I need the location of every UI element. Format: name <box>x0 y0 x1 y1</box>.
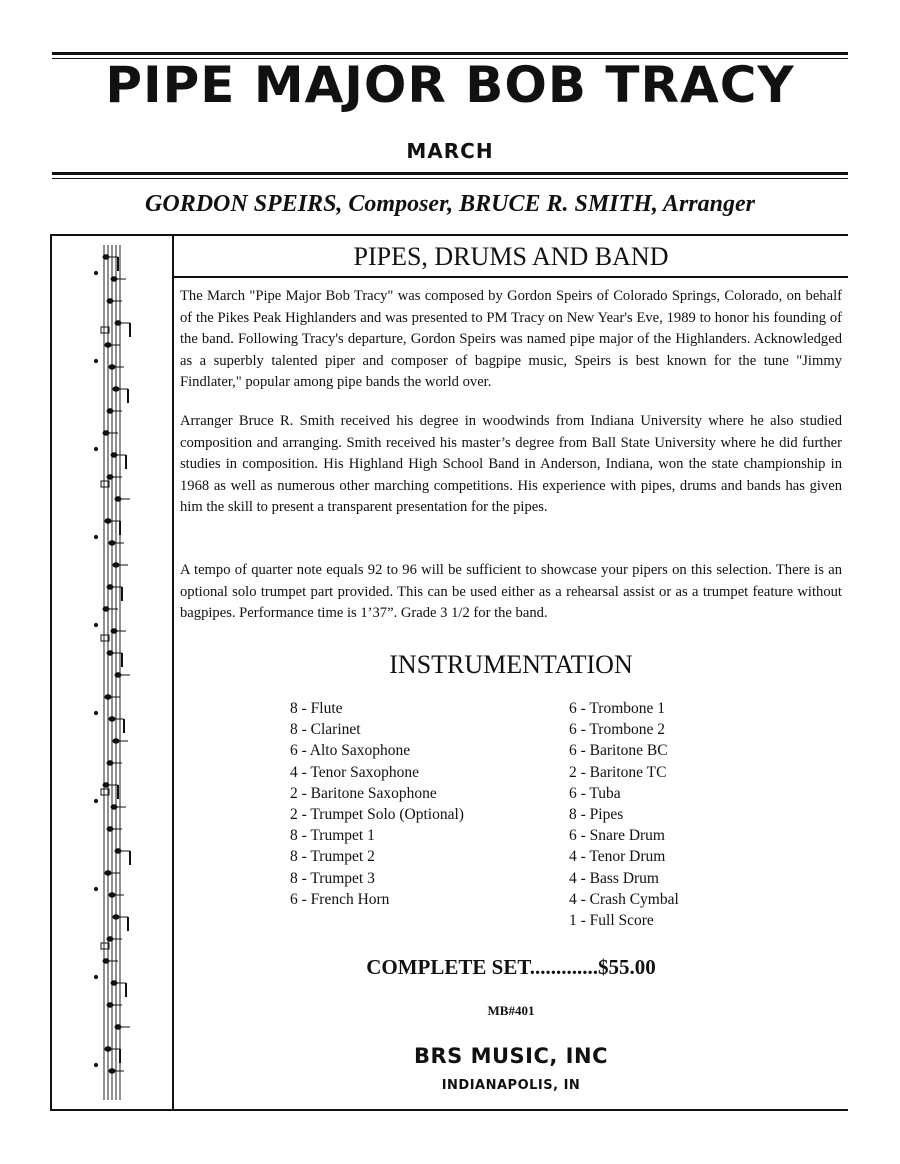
paragraph-tempo: A tempo of quarter note equals 92 to 96 will be sufficient to showcase your pipers on this selection. There is an optional solo trumpet part provided. This can be used either as a rehearsal assist or as a trumpet feature without bagpipes. Performance time is 1’37”. Grade 3 1/2 for the band. <box>180 562 842 621</box>
instrument-item: 8 - Trumpet 1 <box>290 827 375 845</box>
section-heading: PIPES, DRUMS AND BAND <box>353 242 669 271</box>
instrument-list-right <box>569 698 679 931</box>
instrument-item: 1 - Full Score <box>569 912 654 930</box>
middle-double-rule <box>52 172 848 179</box>
publisher-name: BRS MUSIC, INC <box>413 1044 608 1068</box>
grace-note <box>94 535 97 538</box>
paragraph-composer: The March "Pipe Major Bob Tracy" was composed by Gordon Speirs of Colorado Springs, Colorado, on behalf of the Pikes Peak Highlanders and was presented to PM Tracy on New Year's Eve, 1989 to honor his founding of the band. Following Tracy's departure, Gordon Speirs was named pipe major of the Highlanders. Acknowledged as a superbly talented piper and composer of bagpipe music, Speirs is best known for the tune "Jimmy Findlater," popular among pipe bands the world over. <box>180 288 842 390</box>
instrument-item: 2 - Baritone TC <box>569 763 667 781</box>
instrument-item: 8 - Trumpet 3 <box>290 869 375 887</box>
instrument-item: 4 - Tenor Saxophone <box>290 763 420 781</box>
publisher-city: INDIANAPOLIS, IN <box>441 1078 581 1093</box>
grace-note <box>94 887 97 890</box>
grace-note <box>94 623 97 626</box>
instrument-item: 2 - Trumpet Solo (Optional) <box>290 806 464 824</box>
page-title: PIPE MAJOR BOB TRACY <box>105 56 795 114</box>
instrument-item: 6 - Snare Drum <box>569 827 665 845</box>
paragraph-arranger: Arranger Bruce R. Smith received his degree in woodwinds from Indiana University where he also studied composition and arranging. Smith received his master’s degree from Ball State University where he did further studies in composition. His Highland High School Band in Anderson, Indiana, won the state championship in 1968 as well as numerous other marching competitions. His experience with pipes, drums and bands has given him the skill to present a transparent presentation for the pipes. <box>180 413 842 515</box>
instrument-item: 6 - Tuba <box>569 784 621 802</box>
instrument-item: 2 - Baritone Saxophone <box>290 784 437 802</box>
instrument-item: 6 - Trombone 2 <box>569 721 666 739</box>
instrument-item: 6 - French Horn <box>290 890 390 908</box>
grace-note <box>94 975 97 978</box>
page-subtitle: MARCH <box>406 139 494 163</box>
instrument-item: 8 - Trumpet 2 <box>290 848 375 866</box>
instrument-item: 4 - Tenor Drum <box>569 848 666 866</box>
credits-line: GORDON SPEIRS, Composer, BRUCE R. SMITH, Arranger <box>145 191 755 217</box>
instrument-item: 8 - Pipes <box>569 806 624 824</box>
grace-note <box>94 271 97 274</box>
price-line: COMPLETE SET.............$55.00 <box>366 955 656 979</box>
instrument-item: 6 - Baritone BC <box>569 742 668 760</box>
instrument-item: 4 - Crash Cymbal <box>569 890 679 908</box>
catalog-number: MB#401 <box>487 1003 535 1018</box>
grace-note <box>94 799 97 802</box>
instrument-list-left <box>290 698 464 910</box>
heading-underline <box>174 276 848 278</box>
instrument-item: 6 - Trombone 1 <box>569 700 666 717</box>
instrument-item: 6 - Alto Saxophone <box>290 742 411 760</box>
instrument-item: 4 - Bass Drum <box>569 869 659 887</box>
grace-note <box>94 711 97 714</box>
instrument-item: 8 - Clarinet <box>290 721 361 739</box>
grace-note <box>94 447 97 450</box>
instrumentation-heading: INSTRUMENTATION <box>389 650 633 679</box>
music-staff-illustration <box>82 245 144 1100</box>
grace-note <box>94 359 97 362</box>
instrument-item: 8 - Flute <box>290 700 343 717</box>
grace-note <box>94 1063 97 1066</box>
